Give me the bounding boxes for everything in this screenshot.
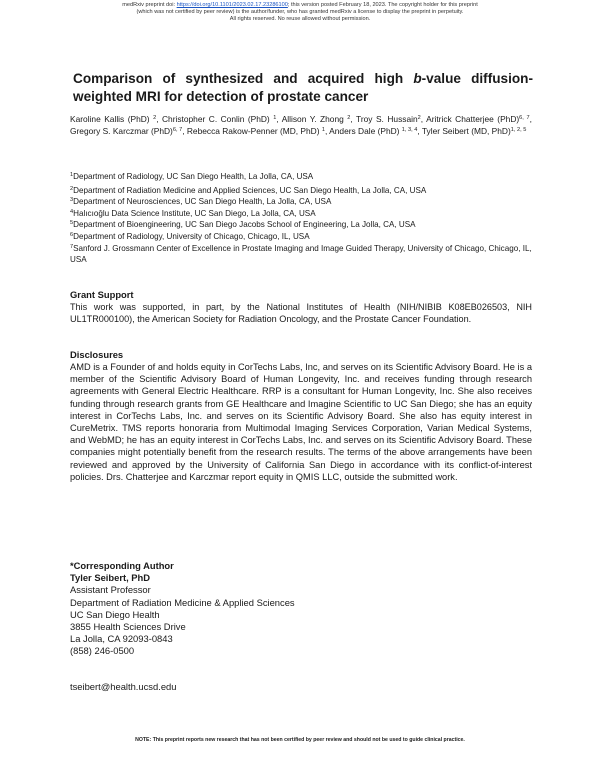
author: Gregory S. Karczmar (PhD)$^{6, 7}$ (70, 126, 183, 136)
affiliation: $^4$Halıcıoğlu Data Science Institute, UC San Diego, La Jolla, CA, USA (70, 208, 316, 218)
header-line-3: All rights reserved. No reuse allowed without permission. (229, 16, 371, 23)
author: Tyler Seibert (MD, PhD)$^{1, 2, 5}$ (421, 126, 527, 136)
affiliation: $^6$Department of Radiology, University of Chicago, Chicago, IL, USA (70, 231, 310, 241)
corresponding-heading: *Corresponding Author (70, 560, 174, 571)
author: Karoline Kallis (PhD) $^2$ (70, 114, 157, 124)
affiliation: $^3$Department of Neurosciences, UC San Diego Health, La Jolla, CA, USA (70, 197, 332, 207)
disclosures-heading: Disclosures (70, 349, 124, 360)
corresponding-line: Department of Radiation Medicine & Applied Sciences (70, 596, 295, 608)
doi-link[interactable]: https://doi.org/10.1101/2023.02.17.23286100 (176, 2, 288, 8)
corresponding-name: Tyler Seibert, PhD (70, 572, 151, 584)
header-line-2: (which was not certified by peer review) is the author/funder, who has granted medRxiv a license to display the preprint in perpetuity. (136, 9, 464, 16)
author: Anders Dale (PhD) $^{1, 3, 4}$ (329, 126, 418, 136)
corresponding-line: 3855 Health Sciences Drive (70, 621, 186, 633)
disclosures-text: AMD is a Founder of and holds equity in CorTechs Labs, Inc, and serves on its Scientific Advisory Board. He is a member of the Scientific Advisory Board of Human Longevity, Inc. and receives funding through research agreements with General Electric Healthcare. RRP is a consultant for Human Longevity, Inc. She also receives funding through research grants from GE Healthcare and Imagine Scientific to UC San Diego; she has an equity interest in CorTechs Labs, Inc. and serves on its Scientific Advisory Board. She also has equity interest in CureMetrix. TMS reports honoraria from Multimodal Imaging Services Corporation, Varian Medical Systems, and WebMD; he has an equity interest in CorTechs Labs, Inc. and serves on its Scientific Advisory Board. These companies might potentially benefit from the research results. The terms of the above arrangements have been reviewed and approved by the University of California San Diego in accordance with its conflict-of-interest policies. Drs. Chatterjee and Karczmar report equity in QMIS LLC, outside the submitted work. (70, 362, 532, 482)
author-list: Karoline Kallis (PhD) $^2$, Christopher C. Conlin (PhD) $^1$, Allison Y. Zhong $^2$, Troy S. Hussain$^2$, Aritrick Chatterjee (PhD)$^{6, 7}$, Gregory S. Karczmar (PhD)$^{6, 7}$, Rebecca Rakow-Penner (MD, PhD) $^1$, Anders Dale (PhD) $^{1, 3, 4}$, Tyler Seibert (MD, PhD)$^{1, 2, 5}$ (70, 114, 532, 136)
affiliation: $^7$Sanford J. Grossmann Center of Excellence in Prostate Imaging and Image Guided Therapy, University of Chicago, Chicago, IL, USA (70, 243, 532, 265)
corresponding-line: UC San Diego Health (70, 608, 160, 620)
grant-support-section (70, 289, 532, 326)
affiliation: $^5$Department of Bioengineering, UC San Diego Jacobs School of Engineering, La Jolla, CA, USA (70, 220, 416, 230)
corresponding-line: (858) 246-0500 (70, 645, 135, 657)
header-line-1: medRxiv preprint doi: https://doi.org/10.1101/2023.02.17.23286100; this version posted February 18, 2023. The copyright holder for this preprint (122, 2, 478, 8)
grant-support-text: This work was supported, in part, by the National Institutes of Health (NIH/NIBIB K08EB026503, NIH UL1TR000100), the American Society for Radiation Oncology, and the Prostate Cancer Foundation. (70, 302, 532, 325)
author: Aritrick Chatterjee (PhD)$^{6, 7}$ (426, 114, 530, 124)
disclosures-section (70, 349, 532, 483)
author: Christopher C. Conlin (PhD) $^1$ (162, 114, 277, 124)
author: Rebecca Rakow-Penner (MD, PhD) $^1$ (186, 126, 325, 136)
affiliation-list (70, 171, 532, 266)
author: Allison Y. Zhong $^2$ (281, 114, 351, 124)
corresponding-email[interactable]: tseibert@health.ucsd.edu (70, 681, 177, 692)
corresponding-line: Assistant Professor (70, 584, 151, 596)
corresponding-author-section (70, 560, 532, 658)
paper-title: Comparison of synthesized and acquired high b-value diffusion-weighted MRI for detection of prostate cancer (73, 71, 533, 104)
corresponding-line: La Jolla, CA 92093-0843 (70, 633, 173, 645)
preprint-footer-note: NOTE: This preprint reports new research that has not been certified by peer review and should not be used to guide clinical practice. (135, 737, 465, 743)
affiliation: $^2$Department of Radiation Medicine and Applied Sciences, UC San Diego Health, La Jolla, CA, USA (70, 185, 427, 195)
grant-support-heading: Grant Support (70, 289, 134, 300)
affiliation: $^1$Department of Radiology, UC San Diego Health, La Jolla, CA, USA (70, 172, 314, 181)
author: Troy S. Hussain$^2$ (356, 114, 421, 124)
preprint-header (0, 2, 600, 24)
